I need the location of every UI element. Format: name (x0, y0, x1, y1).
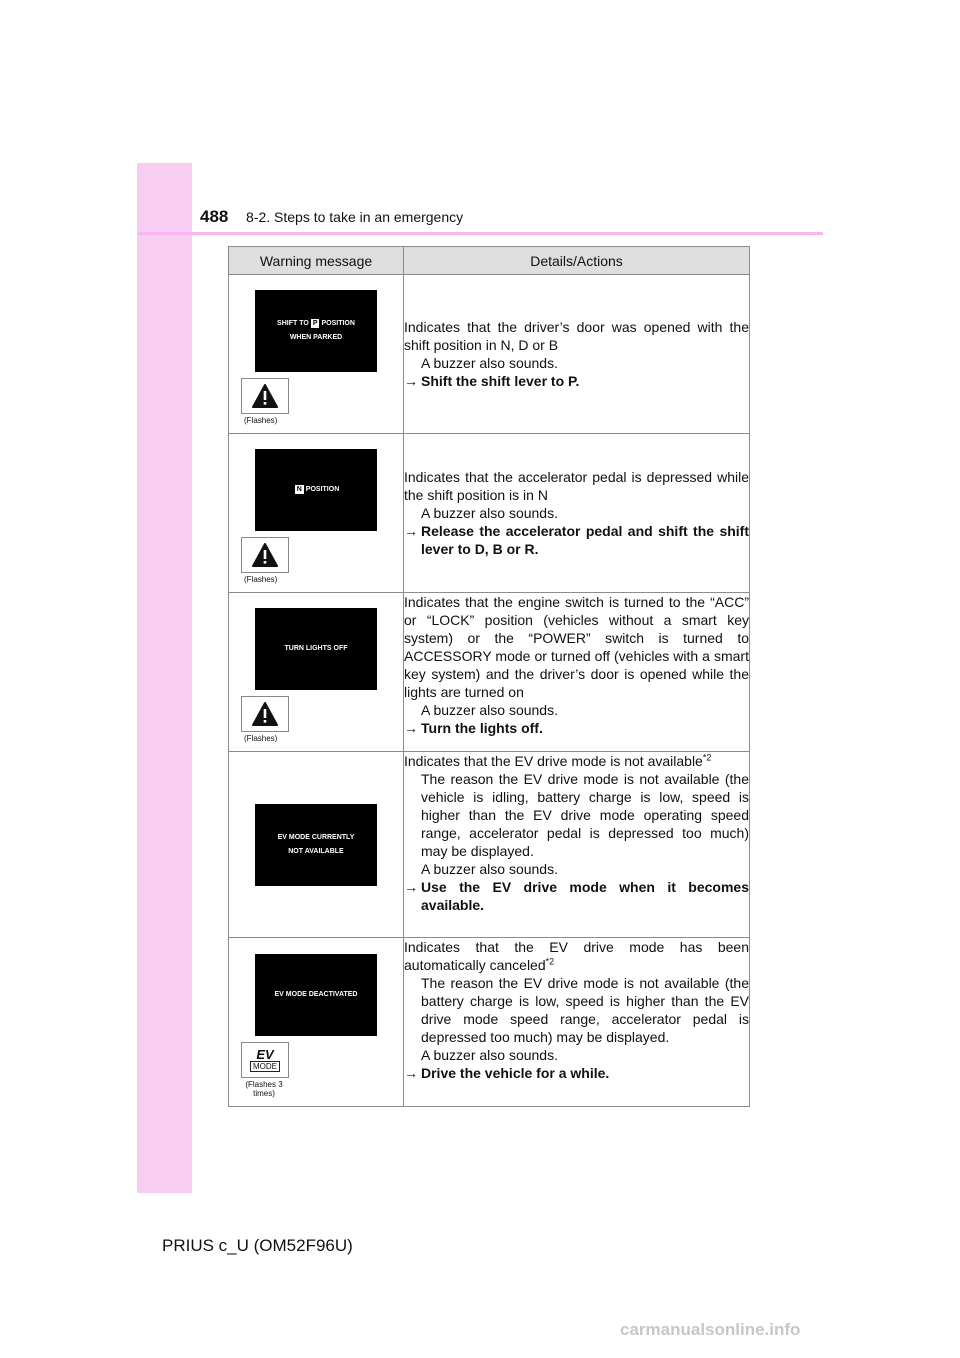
p-position-icon: P (312, 320, 318, 327)
action-text: → Drive the vehicle for a while. (404, 1065, 610, 1081)
flash-label: (Flashes) (244, 575, 278, 584)
display-screen: EV MODE CURRENTLY NOT AVAILABLE (255, 804, 377, 886)
action-text: → Turn the lights off. (404, 720, 543, 736)
display-screen: SHIFT TO P POSITION WHEN PARKED (255, 290, 377, 372)
table-row (229, 938, 750, 1107)
warning-message-cell (229, 938, 404, 1107)
reason-text: The reason the EV drive mode is not available (the battery charge is low, speed is higher than the EV drive mode speed range, accelerator pedal is depressed too much) may be displayed. (421, 975, 749, 1045)
watermark: carmanualsonline.info (620, 1320, 801, 1339)
flash-label: (Flashes) (244, 416, 278, 425)
footer-model: PRIUS c_U (OM52F96U) (162, 1236, 353, 1255)
table-row (229, 275, 750, 434)
footnote-ref: *2 (545, 956, 555, 967)
flash-label: (Flashes) (244, 734, 278, 743)
n-position-icon: N (296, 486, 302, 493)
header-divider (137, 232, 823, 235)
page-number: 488 (200, 207, 229, 226)
display-screen: EV MODE DEACTIVATED (255, 954, 377, 1036)
description: Indicates that the accelerator pedal is depressed while the shift position is in N (404, 469, 749, 503)
warning-table (228, 246, 750, 1107)
description: Indicates that the engine switch is turned to the “ACC” or “LOCK” position (vehicles without a smart key system) or the “POWER” switch is turned to ACCESSORY mode or turned off (vehicles with a smart key system) and the driver’s door is opened while the lights are turned on (404, 594, 749, 700)
warning-triangle-icon (241, 696, 289, 732)
description: Indicates that the EV drive mode has been automatically canceled$^{*2}$ (404, 939, 749, 973)
description: Indicates that the driver’s door was opened with the shift position in N, D or B (404, 319, 749, 353)
buzzer-note: A buzzer also sounds. (421, 1047, 558, 1063)
flash-label: (Flashes 3 times) (245, 1080, 283, 1098)
table-row (229, 434, 750, 593)
table-header-row (229, 247, 750, 275)
details-cell (404, 938, 750, 1107)
warning-message-cell (229, 275, 404, 434)
description: Indicates that the EV drive mode is not available$^{*2}$ (404, 752, 712, 769)
buzzer-note: A buzzer also sounds. (421, 702, 558, 718)
warning-triangle-icon (241, 378, 289, 414)
footnote-ref: *2 (702, 752, 712, 763)
action-text: → Release the accelerator pedal and shift the shift lever to D, B or R. (404, 523, 749, 557)
side-tab-bar (137, 163, 192, 1193)
table-row (229, 752, 750, 938)
warning-message-cell (229, 434, 404, 593)
details-cell (404, 752, 750, 938)
section-title: 8-2. Steps to take in an emergency (246, 209, 464, 225)
display-screen: TURN LIGHTS OFF (255, 608, 377, 690)
action-text: → Shift the shift lever to P. (404, 373, 580, 389)
buzzer-note: A buzzer also sounds. (421, 505, 558, 521)
warning-message-cell (229, 593, 404, 752)
ev-mode-icon: EV MODE (241, 1042, 289, 1078)
display-screen: N POSITION (255, 449, 377, 531)
table-row (229, 593, 750, 752)
column-header: Warning message (229, 247, 404, 275)
buzzer-note: A buzzer also sounds. (421, 861, 558, 877)
warning-triangle-icon (241, 537, 289, 573)
action-text: → Use the EV drive mode when it becomes available. (404, 879, 749, 913)
details-cell (404, 593, 750, 752)
reason-text: The reason the EV drive mode is not available (the vehicle is idling, battery charge is low, speed is higher than the EV drive mode operating speed range, accelerator pedal is depressed too much) may be displayed. (421, 771, 749, 859)
buzzer-note: A buzzer also sounds. (421, 355, 558, 371)
details-cell (404, 434, 750, 593)
warning-message-cell (229, 752, 404, 938)
details-cell (404, 275, 750, 434)
column-header: Details/Actions (404, 247, 750, 275)
